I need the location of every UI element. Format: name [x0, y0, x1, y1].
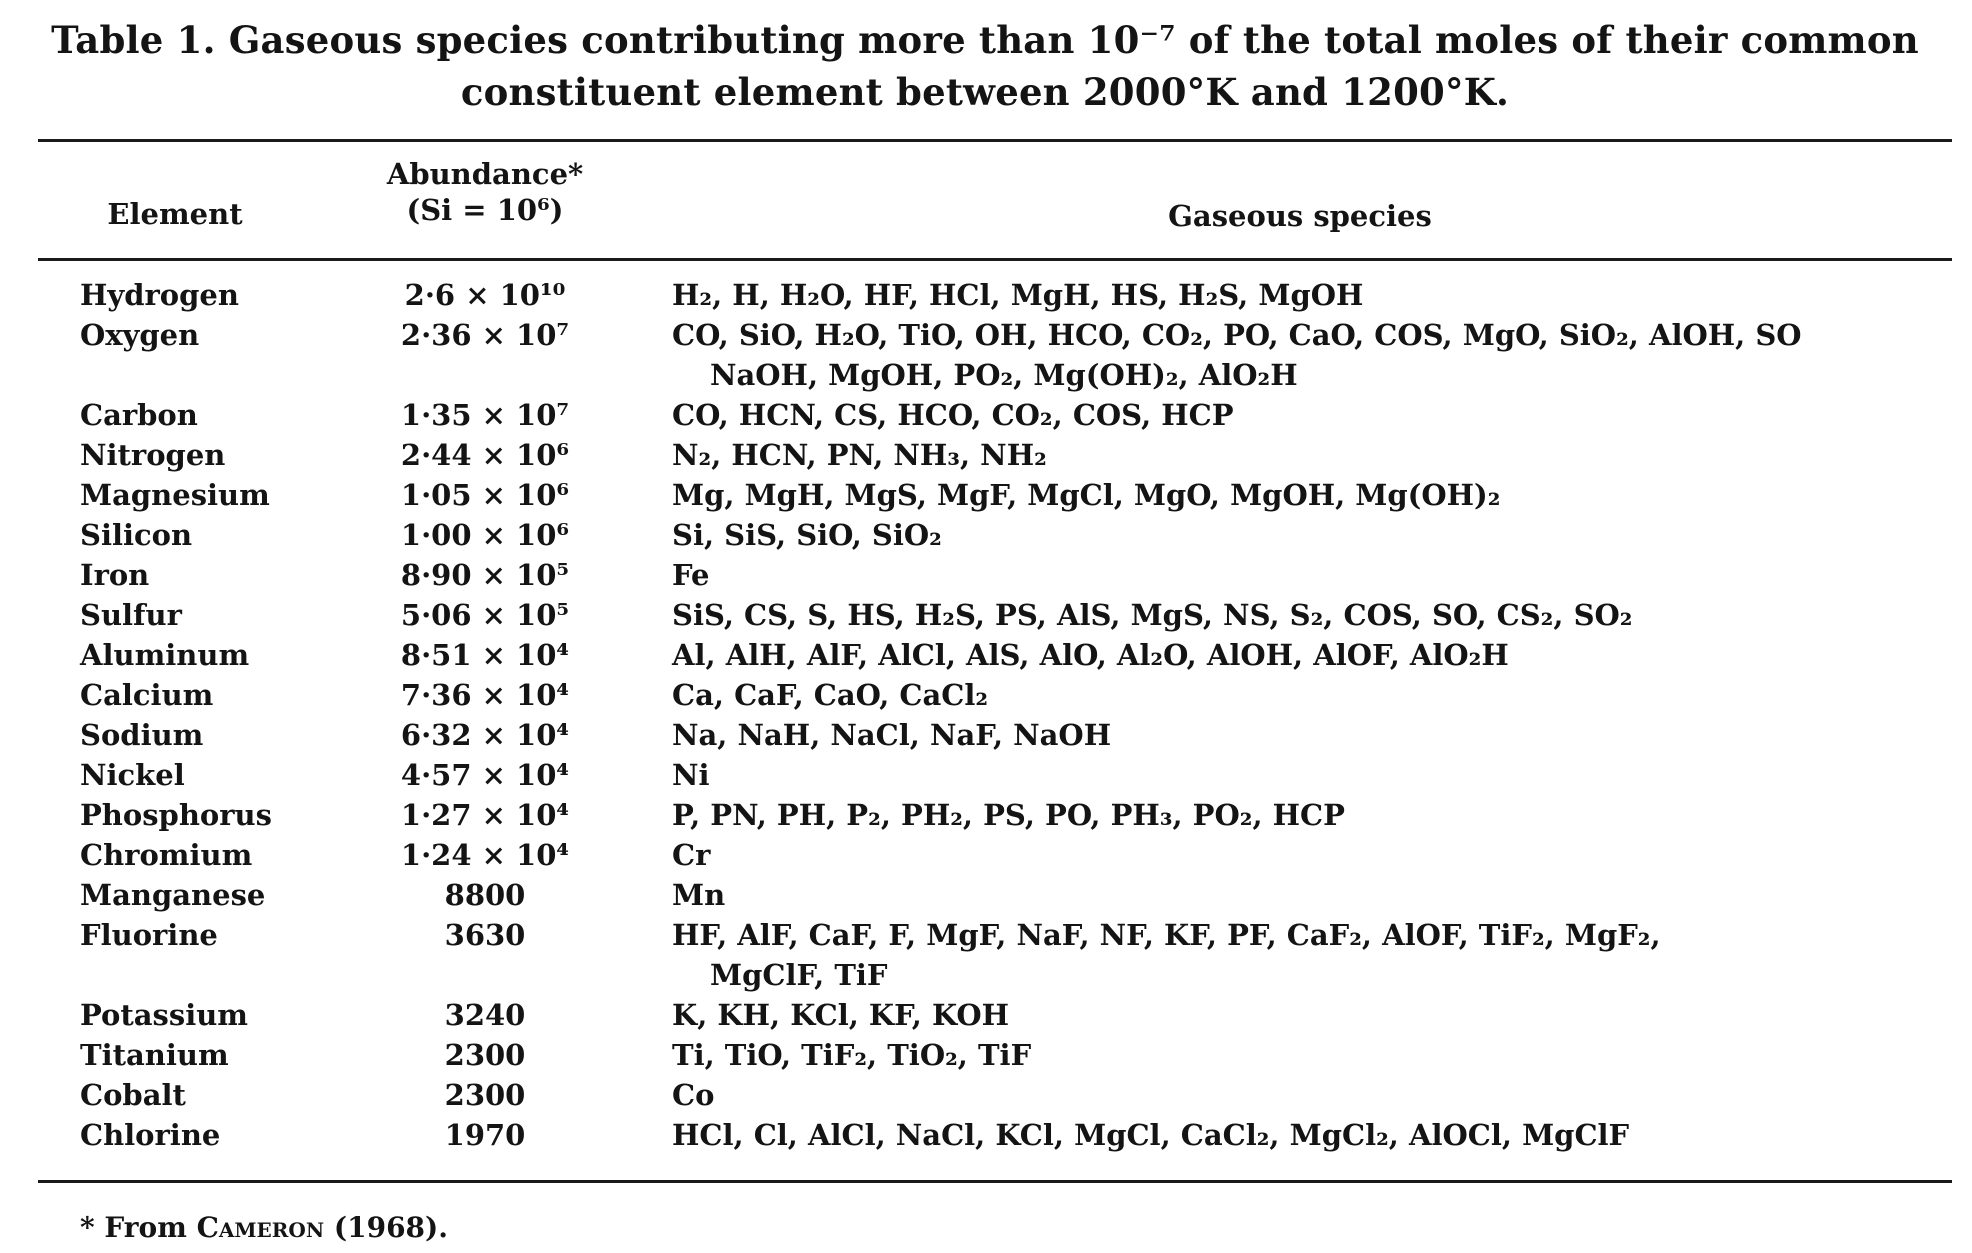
abundance-header-line-2: (Si = 10⁶) — [406, 193, 564, 227]
species-cell — [672, 915, 1942, 995]
abundance-cell: 1·35 × 10⁷ — [400, 398, 570, 432]
species-cell — [672, 515, 1942, 555]
species-cell — [672, 275, 1942, 315]
abundance-cell: 2·6 × 10¹⁰ — [404, 278, 566, 312]
species-line-1: Cr — [672, 838, 711, 872]
species-cell — [672, 635, 1942, 675]
species-cell — [672, 875, 1942, 915]
species-cell — [672, 1075, 1942, 1115]
table-body — [0, 275, 1972, 1155]
table-row — [0, 1115, 1972, 1155]
species-line-2: NaOH, MgOH, PO₂, Mg(OH)₂, AlO₂H — [710, 358, 1298, 392]
species-line-1: CO, HCN, CS, HCO, CO₂, COS, HCP — [672, 398, 1234, 432]
abundance-cell: 3630 — [444, 918, 526, 952]
table-row — [0, 1035, 1972, 1075]
abundance-header-line-1: Abundance* — [386, 157, 584, 191]
element-cell: Aluminum — [80, 638, 250, 672]
table-row — [0, 835, 1972, 875]
column-header-abundance — [365, 156, 605, 228]
abundance-cell: 1·00 × 10⁶ — [400, 518, 570, 552]
species-line-1: N₂, HCN, PN, NH₃, NH₂ — [672, 438, 1047, 472]
table-row — [0, 275, 1972, 315]
species-cell — [672, 555, 1942, 595]
species-line-1: Ni — [672, 758, 710, 792]
abundance-cell: 8·51 × 10⁴ — [400, 638, 570, 672]
species-line-1: SiS, CS, S, HS, H₂S, PS, AlS, MgS, NS, S₂, COS, SO, CS₂, SO₂ — [672, 598, 1633, 632]
species-line-1: Co — [672, 1078, 715, 1112]
abundance-cell: 8800 — [444, 878, 526, 912]
abundance-cell: 2300 — [444, 1038, 526, 1072]
species-line-1: Na, NaH, NaCl, NaF, NaOH — [672, 718, 1112, 752]
table-row — [0, 795, 1972, 835]
element-cell: Manganese — [80, 878, 266, 912]
table-row — [0, 1075, 1972, 1115]
table-row — [0, 555, 1972, 595]
species-line-2: MgClF, TiF — [710, 958, 888, 992]
species-line-1: Mn — [672, 878, 726, 912]
element-cell: Nickel — [80, 758, 185, 792]
table-row — [0, 875, 1972, 915]
species-line-1: P, PN, PH, P₂, PH₂, PS, PO, PH₃, PO₂, HCP — [672, 798, 1345, 832]
element-cell: Sulfur — [80, 598, 182, 632]
column-header-element: Element — [107, 197, 243, 231]
element-cell: Carbon — [80, 398, 198, 432]
footnote-prefix: * From — [80, 1211, 197, 1244]
abundance-cell: 8·90 × 10⁵ — [400, 558, 570, 592]
abundance-cell: 2·44 × 10⁶ — [400, 438, 570, 472]
abundance-cell: 1·24 × 10⁴ — [400, 838, 570, 872]
element-cell: Titanium — [80, 1038, 229, 1072]
species-cell — [672, 995, 1942, 1035]
footnote-suffix: (1968). — [324, 1211, 449, 1244]
abundance-cell: 1·27 × 10⁴ — [400, 798, 570, 832]
element-cell: Sodium — [80, 718, 204, 752]
species-line-1: Si, SiS, SiO, SiO₂ — [672, 518, 942, 552]
footnote — [80, 1210, 448, 1246]
abundance-cell: 3240 — [444, 998, 526, 1032]
species-line-1: K, KH, KCl, KF, KOH — [672, 998, 1010, 1032]
abundance-cell: 2300 — [444, 1078, 526, 1112]
table-row — [0, 475, 1972, 515]
abundance-cell: 2·36 × 10⁷ — [400, 318, 570, 352]
table-row — [0, 435, 1972, 475]
caption-line-2: constituent element between 2000°K and 1200°K. — [460, 70, 1510, 114]
species-cell — [672, 675, 1942, 715]
abundance-cell: 7·36 × 10⁴ — [400, 678, 570, 712]
table-row — [0, 595, 1972, 635]
abundance-cell: 4·57 × 10⁴ — [400, 758, 570, 792]
element-cell: Chromium — [80, 838, 253, 872]
element-cell: Magnesium — [80, 478, 270, 512]
species-cell — [672, 1035, 1942, 1075]
species-cell — [672, 595, 1942, 635]
element-cell: Fluorine — [80, 918, 218, 952]
bottom-rule — [38, 1180, 1952, 1183]
element-cell: Phosphorus — [80, 798, 272, 832]
caption-line-1: Table 1. Gaseous species contributing more than 10⁻⁷ of the total moles of their common — [51, 18, 1919, 62]
table-row — [0, 395, 1972, 435]
species-line-1: H₂, H, H₂O, HF, HCl, MgH, HS, H₂S, MgOH — [672, 278, 1364, 312]
table-row — [0, 675, 1972, 715]
species-cell — [672, 715, 1942, 755]
abundance-cell: 1·05 × 10⁶ — [400, 478, 570, 512]
footnote-author: Cameron — [196, 1211, 325, 1244]
species-cell — [672, 755, 1942, 795]
species-line-1: Ca, CaF, CaO, CaCl₂ — [672, 678, 989, 712]
species-cell — [672, 795, 1942, 835]
element-cell: Iron — [80, 558, 150, 592]
header-rule — [38, 258, 1952, 261]
element-cell: Calcium — [80, 678, 214, 712]
species-line-1: Mg, MgH, MgS, MgF, MgCl, MgO, MgOH, Mg(OH)₂ — [672, 478, 1501, 512]
element-cell: Nitrogen — [80, 438, 226, 472]
species-cell — [672, 395, 1942, 435]
element-cell: Cobalt — [80, 1078, 186, 1112]
element-cell: Chlorine — [80, 1118, 221, 1152]
species-line-1: HF, AlF, CaF, F, MgF, NaF, NF, KF, PF, CaF₂, AlOF, TiF₂, MgF₂, — [672, 918, 1661, 952]
abundance-cell: 6·32 × 10⁴ — [400, 718, 570, 752]
table-row — [0, 515, 1972, 555]
table-row — [0, 635, 1972, 675]
table-row — [0, 315, 1972, 395]
element-cell: Hydrogen — [80, 278, 239, 312]
column-header-species: Gaseous species — [1168, 199, 1432, 233]
element-cell: Silicon — [80, 518, 193, 552]
species-line-1: Ti, TiO, TiF₂, TiO₂, TiF — [672, 1038, 1032, 1072]
species-cell — [672, 315, 1942, 395]
species-line-1: Al, AlH, AlF, AlCl, AlS, AlO, Al₂O, AlOH, AlOF, AlO₂H — [672, 638, 1509, 672]
abundance-cell: 1970 — [444, 1118, 526, 1152]
element-cell: Potassium — [80, 998, 248, 1032]
table-row — [0, 715, 1972, 755]
top-rule — [38, 139, 1952, 142]
table-row — [0, 995, 1972, 1035]
species-cell — [672, 435, 1942, 475]
species-cell — [672, 1115, 1942, 1155]
table-row — [0, 755, 1972, 795]
element-cell: Oxygen — [80, 318, 200, 352]
species-line-1: HCl, Cl, AlCl, NaCl, KCl, MgCl, CaCl₂, MgCl₂, AlOCl, MgClF — [672, 1118, 1630, 1152]
species-cell — [672, 475, 1942, 515]
species-cell — [672, 835, 1942, 875]
abundance-cell: 5·06 × 10⁵ — [400, 598, 570, 632]
table-caption — [20, 14, 1950, 118]
species-line-1: Fe — [672, 558, 710, 592]
table-row — [0, 915, 1972, 995]
species-line-1: CO, SiO, H₂O, TiO, OH, HCO, CO₂, PO, CaO, COS, MgO, SiO₂, AlOH, SO — [672, 318, 1802, 352]
